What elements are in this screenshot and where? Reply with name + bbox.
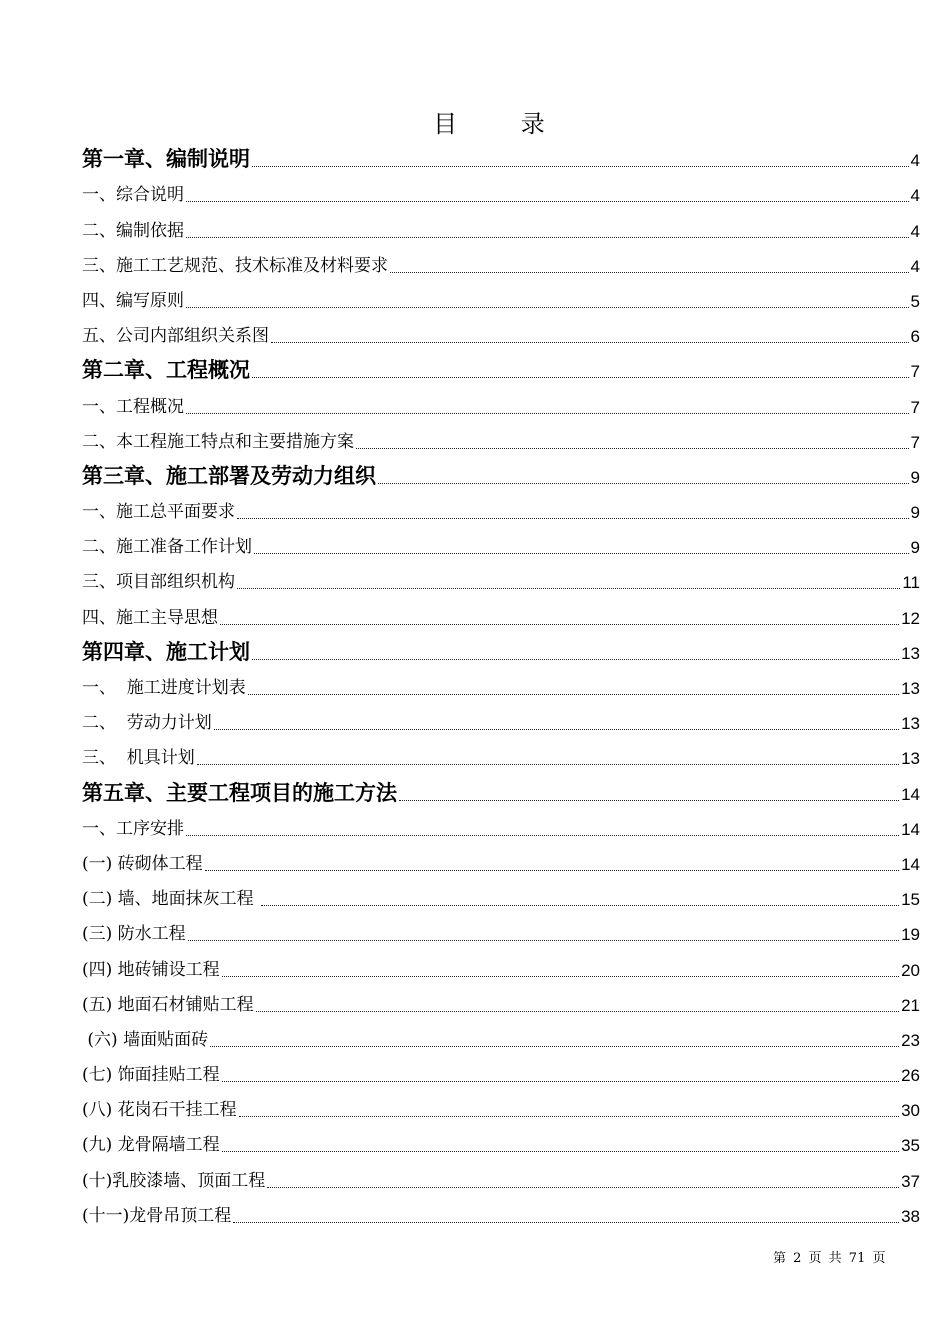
toc-entry-label: 五、公司内部组织关系图 (82, 326, 269, 347)
toc-entry-label: 第四章、施工计划 (82, 638, 250, 664)
toc-section-entry[interactable] (82, 597, 920, 632)
toc-dot-leader (210, 1046, 899, 1047)
toc-dot-leader (254, 553, 909, 554)
toc-section-entry[interactable] (82, 1160, 920, 1195)
toc-entry-page-number: 5 (910, 291, 920, 311)
toc-section-entry[interactable] (82, 879, 920, 914)
toc-entry-page-number: 9 (910, 538, 920, 558)
toc-entry-page-number: 4 (910, 221, 920, 241)
toc-entry-page-number: 7 (910, 432, 920, 452)
toc-dot-leader (188, 940, 899, 941)
toc-entry-page-number: 11 (902, 573, 920, 593)
toc-entry-label: 三、 机具计划 (82, 748, 195, 769)
toc-entry-page-number: 12 (901, 608, 920, 628)
toc-entry-page-number: 7 (910, 362, 920, 382)
toc-dot-leader (222, 1151, 899, 1152)
toc-section-entry[interactable] (82, 668, 920, 703)
toc-section-entry[interactable] (82, 949, 920, 984)
toc-dot-leader (220, 624, 899, 625)
toc-entry-page-number: 13 (901, 643, 920, 663)
toc-entry-label: 四、编写原则 (82, 290, 184, 311)
toc-entry-label: 一、 施工进度计划表 (82, 678, 246, 698)
toc-dot-leader (237, 588, 900, 589)
toc-entry-label: 一、施工总平面要求 (82, 502, 235, 523)
toc-entry-label: 三、施工工艺规范、技术标准及材料要求 (82, 255, 388, 276)
toc-entry-label: 一、工序安排 (82, 818, 184, 839)
toc-section-entry[interactable] (82, 738, 920, 773)
toc-section-entry[interactable] (82, 1090, 920, 1125)
toc-entry-label: 四、施工主导思想 (82, 607, 218, 628)
toc-entry-label: (一) 砖砌体工程 (82, 853, 203, 874)
toc-entry-label: (二) 墙、地面抹灰工程 (82, 889, 260, 910)
toc-section-entry[interactable] (82, 914, 920, 949)
toc-section-entry[interactable] (82, 386, 920, 421)
toc-entry-label: 第二章、工程概况 (82, 357, 250, 383)
toc-entry-page-number: 14 (901, 819, 920, 839)
toc-dot-leader (261, 905, 899, 906)
toc-dot-leader (248, 694, 899, 695)
toc-entry-label: 二、 劳动力计划 (82, 713, 212, 734)
toc-dot-leader (186, 835, 899, 836)
toc-entry-page-number: 30 (901, 1101, 920, 1121)
toc-entry-page-number: 13 (901, 714, 920, 734)
toc-entry-label: 三、项目部组织机构 (82, 572, 235, 593)
toc-section-entry[interactable] (82, 210, 920, 245)
toc-section-entry[interactable] (82, 316, 920, 351)
toc-entry-label: (三) 防水工程 (82, 924, 186, 945)
toc-section-entry[interactable] (82, 422, 920, 457)
toc-entry-label: 二、施工准备工作计划 (82, 537, 252, 558)
toc-entry-label: (九) 龙骨隔墙工程 (82, 1135, 220, 1156)
toc-dot-leader (356, 448, 909, 449)
toc-entry-label: 一、工程概况 (82, 396, 184, 417)
toc-dot-leader (186, 237, 909, 238)
toc-entry-page-number: 4 (910, 151, 920, 171)
toc-entry-page-number: 9 (910, 467, 920, 487)
toc-dot-leader (237, 518, 909, 519)
toc-title: 目 录 (433, 110, 573, 138)
toc-entry-page-number: 6 (910, 327, 920, 347)
toc-dot-leader (239, 1116, 899, 1117)
toc-entry-label: 一、综合说明 (82, 185, 184, 206)
toc-section-entry[interactable] (82, 175, 920, 210)
toc-section-entry[interactable] (82, 492, 920, 527)
toc-entry-page-number: 9 (910, 503, 920, 523)
toc-entry-page-number: 19 (901, 925, 920, 945)
toc-dot-leader (390, 272, 909, 273)
toc-entry-page-number: 4 (910, 186, 920, 206)
toc-chapter-entry[interactable] (82, 457, 920, 492)
toc-chapter-entry[interactable] (82, 140, 920, 175)
page-number-footer: 第 2 页 共 71 页 (773, 1251, 886, 1266)
toc-section-entry[interactable] (82, 985, 920, 1020)
toc-entry-page-number: 35 (901, 1136, 920, 1156)
toc-dot-leader (214, 729, 899, 730)
toc-entry-page-number: 14 (901, 784, 920, 804)
toc-dot-leader (399, 800, 899, 801)
toc-section-entry[interactable] (82, 1196, 920, 1231)
toc-entry-label: (四) 地砖铺设工程 (82, 959, 220, 980)
toc-dot-leader (186, 201, 909, 202)
toc-entry-label: 第一章、编制说明 (82, 146, 250, 172)
toc-entry-page-number: 38 (901, 1206, 920, 1226)
toc-section-entry[interactable] (82, 703, 920, 738)
toc-dot-leader (378, 483, 909, 484)
toc-section-entry[interactable] (82, 1020, 920, 1055)
toc-entry-label: (六) 墙面贴面砖 (82, 1029, 209, 1050)
toc-dot-leader (205, 870, 899, 871)
toc-dot-leader (197, 764, 899, 765)
toc-entry-label: (十)乳胶漆墙、顶面工程 (82, 1170, 266, 1191)
toc-entry-page-number: 13 (901, 749, 920, 769)
toc-entry-label: 二、本工程施工特点和主要措施方案 (82, 431, 354, 452)
toc-entry-page-number: 7 (910, 397, 920, 417)
toc-dot-leader (271, 342, 909, 343)
toc-section-entry[interactable] (82, 1055, 920, 1090)
toc-entry-label: (五) 地面石材铺贴工程 (82, 994, 254, 1015)
toc-entry-page-number: 23 (901, 1030, 920, 1050)
toc-chapter-entry[interactable] (82, 633, 920, 668)
toc-dot-leader (186, 307, 909, 308)
toc-dot-leader (186, 413, 909, 414)
table-of-contents (82, 140, 920, 1231)
toc-entry-label: (七) 饰面挂贴工程 (82, 1065, 220, 1086)
toc-entry-label: (十一)龙骨吊顶工程 (82, 1205, 232, 1226)
toc-entry-page-number: 20 (901, 960, 920, 980)
toc-entry-page-number: 4 (910, 256, 920, 276)
toc-section-entry[interactable] (82, 844, 920, 879)
toc-section-entry[interactable] (82, 527, 920, 562)
toc-dot-leader (252, 659, 899, 660)
toc-section-entry[interactable] (82, 281, 920, 316)
toc-entry-page-number: 13 (901, 679, 920, 698)
toc-chapter-entry[interactable] (82, 773, 920, 808)
toc-section-entry[interactable] (82, 246, 920, 281)
toc-entry-page-number: 15 (901, 890, 920, 910)
toc-dot-leader (256, 1011, 899, 1012)
toc-dot-leader (222, 976, 899, 977)
toc-entry-page-number: 21 (901, 995, 920, 1015)
toc-section-entry[interactable] (82, 562, 920, 597)
toc-entry-label: (八) 花岗石干挂工程 (82, 1100, 237, 1121)
toc-entry-page-number: 37 (901, 1171, 920, 1191)
toc-entry-label: 第五章、主要工程项目的施工方法 (82, 779, 397, 805)
toc-section-entry[interactable] (82, 1125, 920, 1160)
toc-dot-leader (267, 1187, 899, 1188)
toc-chapter-entry[interactable] (82, 351, 920, 386)
toc-entry-page-number: 14 (901, 854, 920, 874)
toc-entry-label: 第三章、施工部署及劳动力组织 (82, 462, 376, 488)
toc-dot-leader (222, 1081, 899, 1082)
toc-dot-leader (252, 377, 909, 378)
toc-section-entry[interactable] (82, 809, 920, 844)
toc-entry-page-number: 26 (901, 1066, 920, 1086)
toc-dot-leader (252, 166, 909, 167)
toc-entry-label: 二、编制依据 (82, 220, 184, 241)
toc-dot-leader (233, 1222, 899, 1223)
